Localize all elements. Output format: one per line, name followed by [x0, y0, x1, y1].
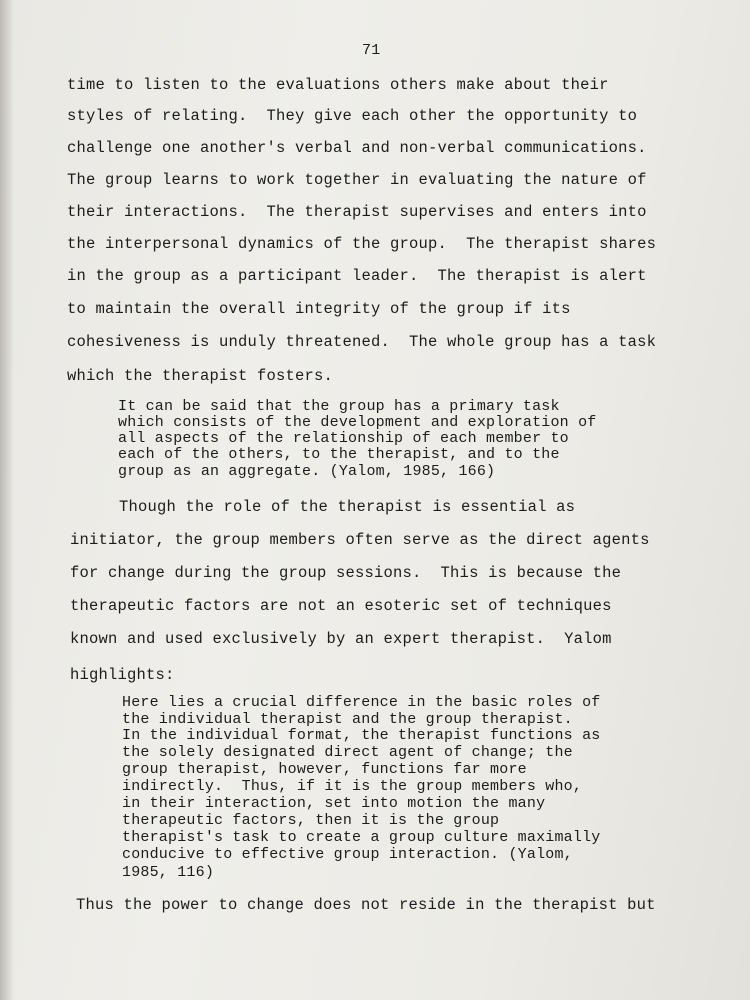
text-line: styles of relating. They give each other the opportunity to: [67, 107, 638, 125]
text-line: cohesiveness is unduly threatened. The whole group has a task: [67, 333, 657, 351]
text-line: Though the role of the therapist is essential as: [119, 498, 576, 516]
text-line: their interactions. The therapist supervises and enters into: [67, 203, 647, 221]
text-line: initiator, the group members often serve as the direct agents: [70, 531, 650, 549]
page-number: 71: [362, 42, 381, 59]
quote-line: all aspects of the relationship of each member to: [118, 430, 569, 447]
text-line: known and used exclusively by an expert therapist. Yalom: [70, 630, 612, 648]
text-line: which the therapist fosters.: [67, 367, 334, 385]
quote-line: the solely designated direct agent of change; the: [122, 744, 573, 761]
quote-line: conducive to effective group interaction. (Yalom,: [122, 846, 573, 863]
quote-line: Here lies a crucial difference in the basic roles of: [122, 694, 601, 711]
quote-line: each of the others, to the therapist, and to the: [118, 446, 560, 463]
text-line: Thus the power to change does not reside in the therapist but: [76, 896, 656, 914]
quote-line: group therapist, however, functions far more: [122, 761, 527, 778]
page-edge-shadow: [0, 0, 14, 1000]
quote-line: therapeutic factors, then it is the group: [122, 812, 500, 829]
quote-line: which consists of the development and exploration of: [118, 414, 597, 431]
quote-line: therapist's task to create a group culture maximally: [122, 829, 601, 846]
text-line: for change during the group sessions. This is because the: [70, 564, 622, 582]
text-line: The group learns to work together in evaluating the nature of: [67, 171, 647, 189]
quote-line: group as an aggregate. (Yalom, 1985, 166): [118, 463, 496, 480]
quote-line: the individual therapist and the group therapist.: [122, 711, 573, 728]
text-line: to maintain the overall integrity of the group if its: [67, 300, 571, 318]
quote-line: indirectly. Thus, if it is the group members who,: [122, 778, 583, 795]
quote-line: 1985, 116): [122, 864, 215, 881]
text-line: time to listen to the evaluations others make about their: [67, 76, 609, 94]
quote-line: In the individual format, the therapist functions as: [122, 727, 601, 744]
text-line: therapeutic factors are not an esoteric set of techniques: [70, 597, 612, 615]
text-line: challenge one another's verbal and non-verbal communications.: [67, 139, 647, 157]
text-line: in the group as a participant leader. The therapist is alert: [67, 267, 647, 285]
text-line: the interpersonal dynamics of the group. The therapist shares: [67, 235, 657, 253]
quote-line: It can be said that the group has a primary task: [118, 398, 560, 415]
quote-line: in their interaction, set into motion the many: [122, 795, 546, 812]
text-line: highlights:: [70, 666, 175, 684]
